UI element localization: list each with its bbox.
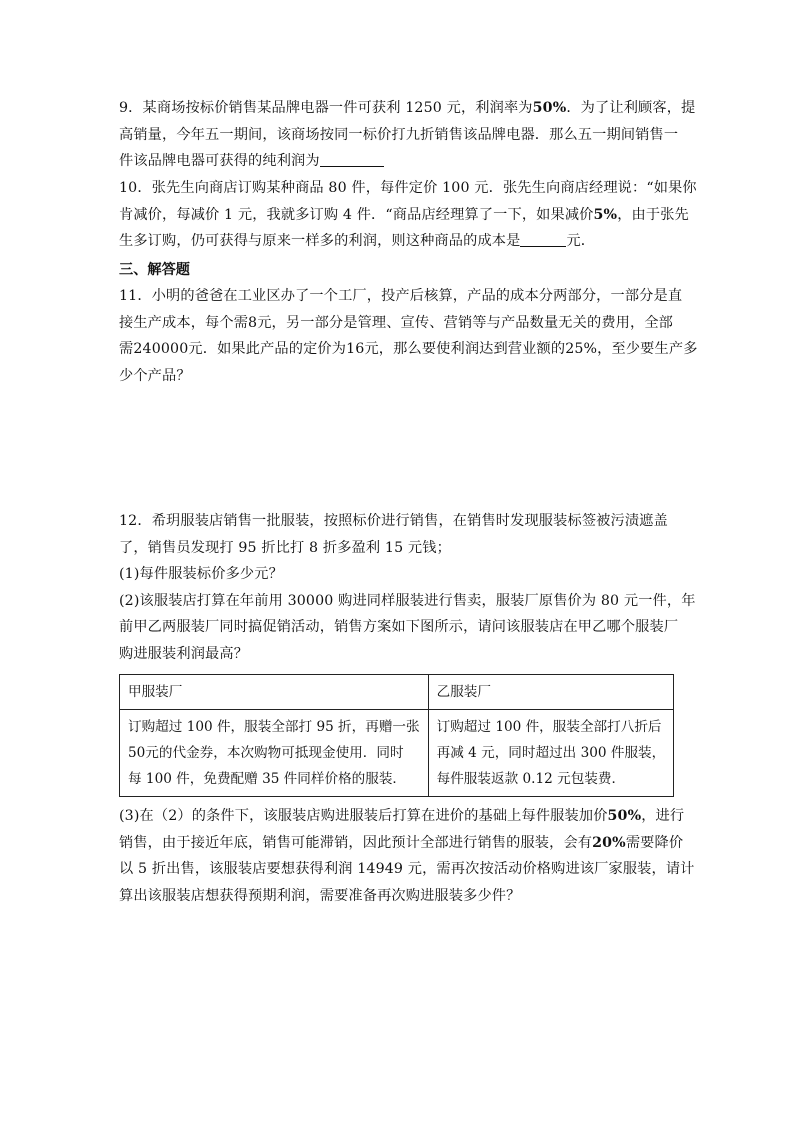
table-cell-factory-b bbox=[428, 710, 674, 797]
q12-part-3-line-3: 以 5 折出售，该服装店要想获得利润 14949 元，需再次按活动价格购进该厂家服装，请计 bbox=[119, 861, 695, 878]
q11-line-1: 11．小明的爸爸在工业区办了一个工厂，投产后核算，产品的成本分两部分，一部分是直 bbox=[119, 288, 683, 304]
q12-markup-rate: 50% bbox=[607, 808, 642, 824]
question-10 bbox=[119, 175, 697, 255]
q9-profit-rate: 50% bbox=[532, 100, 567, 116]
cell-a-line-2: 50元的代金券，本次购物可抵现金使用．同时 bbox=[128, 745, 404, 761]
q12-part-3-line-1-tail: ，进行 bbox=[641, 808, 685, 824]
q12-part-2-line-3: 购进服装利润最高？ bbox=[119, 645, 249, 662]
q10-line-2 bbox=[119, 202, 689, 229]
q10-line-3 bbox=[119, 228, 679, 255]
q12-part-2-line-2: 前甲乙两服装厂同时搞促销活动，销售方案如下图所示，请问该服装店在甲乙哪个服装厂 bbox=[119, 619, 679, 636]
q12-part-3-line-2-text: 销售，由于接近年底，销售可能滞销，因此预计全部进行销售的服装，会有 bbox=[119, 834, 593, 851]
q12-line-2: 了，销售员发现打 95 折比打 8 折多盈利 15 元钱； bbox=[119, 539, 451, 556]
q12-part-3-line-2 bbox=[119, 830, 684, 857]
q9-line-3 bbox=[119, 148, 679, 175]
q10-answer-blank[interactable] bbox=[520, 230, 566, 247]
section-title: 三、解答题 bbox=[119, 262, 190, 278]
table-header-row bbox=[120, 675, 674, 710]
q9-line-1-tail: ．为了让利顾客，提 bbox=[566, 100, 696, 116]
q11-line-4: 少个产品？ bbox=[119, 367, 191, 384]
table-header-factory-b: 乙服装厂 bbox=[428, 675, 674, 710]
q12-part-3-line-4: 算出该服装店想获得预期利润，需要准备再次购进服装多少件？ bbox=[119, 887, 521, 904]
q9-line-1-text: 9．某商场按标价销售某品牌电器一件可获利 1250 元，利润率为 bbox=[119, 100, 533, 116]
q11-line-2: 接生产成本，每个需8元，另一部分是管理、宣传、营销等与产品数量无关的费用，全部 bbox=[119, 314, 674, 331]
cell-a-line-3: 每 100 件，免费配赠 35 件同样价格的服装． bbox=[128, 771, 407, 787]
q10-line-3-text: 生多订购，仍可获得与原来一样多的利润，则这种商品的成本是 bbox=[119, 233, 521, 250]
q9-answer-blank[interactable] bbox=[320, 150, 384, 167]
q12-discount-share: 20% bbox=[592, 834, 626, 851]
cell-b-line-2: 再减 4 元，同时超过出 300 件服装， bbox=[436, 745, 666, 761]
q10-line-1: 10．张先生向商店订购某种商品 80 件，每件定价 100 元．张先生向商店经理说：“如果你 bbox=[119, 180, 697, 196]
q12-part-3 bbox=[119, 803, 695, 909]
q10-line-2-tail: ，由于张先 bbox=[617, 206, 689, 223]
q11-line-3: 需240000元．如果此产品的定价为16元，那么要使利润达到营业额的25%，至少要生产多 bbox=[119, 341, 698, 358]
q12-part-3-line-1-text: (3)在（2）的条件下，该服装店购进服装后打算在进价的基础上每件服装加价 bbox=[119, 808, 608, 824]
q12-part-2-line-1: (2)该服装店打算在年前用 30000 购进同样服装进行售卖，服装厂原售价为 80 元一件，年 bbox=[119, 592, 696, 609]
table-row bbox=[120, 710, 674, 797]
q12-line-1: 12．希玥服装店销售一批服装，按照标价进行销售，在销售时发现服装标签被污渍遮盖 bbox=[119, 513, 668, 529]
table-cell-factory-a bbox=[120, 710, 429, 797]
q9-line-3-text: 件该品牌电器可获得的纯利润为 bbox=[119, 153, 320, 170]
cell-b-line-1: 订购超过 100 件，服装全部打八折后 bbox=[436, 719, 662, 735]
cell-b-line-3: 每件服装返款 0.12 元包装费． bbox=[436, 771, 626, 787]
cell-a-line-1: 订购超过 100 件，服装全部打 95 折，再赠一张 bbox=[128, 719, 420, 735]
q12-part-1: (1)每件服装标价多少元？ bbox=[119, 566, 283, 583]
q10-discount-rate: 5% bbox=[593, 206, 618, 223]
table-header-factory-a: 甲服装厂 bbox=[120, 675, 429, 710]
q9-line-2: 高销量，今年五一期间，该商场按同一标价打九折销售该品牌电器．那么五一期间销售一 bbox=[119, 126, 679, 143]
question-12 bbox=[119, 508, 696, 668]
q10-line-2-text: 肯减价，每减价 1 元，我就多订购 4 件．“商品店经理算了一下，如果减价 bbox=[119, 206, 594, 223]
q12-part-3-line-1 bbox=[119, 803, 685, 830]
question-11 bbox=[119, 283, 698, 389]
promotion-table bbox=[119, 674, 674, 797]
q10-line-3-tail: 元． bbox=[566, 233, 596, 250]
question-9 bbox=[119, 95, 696, 175]
q12-part-3-line-2-tail: 需要降价 bbox=[625, 834, 684, 851]
q9-line-1 bbox=[119, 95, 696, 122]
